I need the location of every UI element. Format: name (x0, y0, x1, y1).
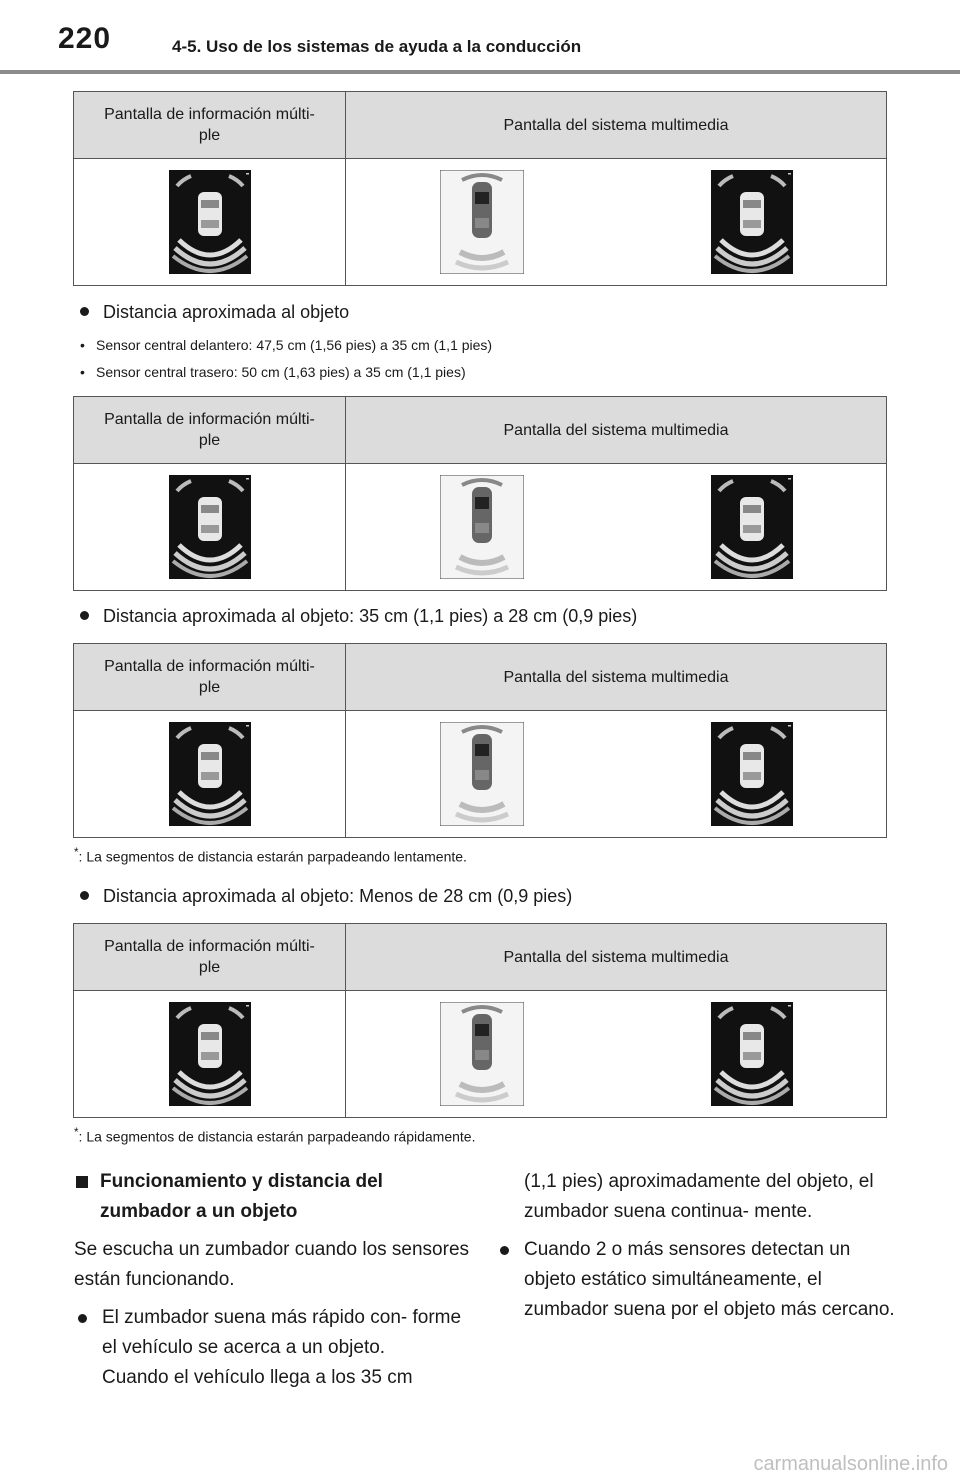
body-right-column (496, 1167, 896, 1325)
multimedia-top-view-image (440, 722, 524, 826)
mid-display-image (169, 170, 251, 274)
bullet-distance-2: Distancia aproximada al objeto: 35 cm (1,1 pies) a 28 cm (0,9 pies) (80, 606, 637, 627)
header-mid: Pantalla de información múlti- ple (74, 644, 346, 711)
watermark: carmanualsonline.info (753, 1453, 948, 1475)
mid-display-image (169, 1002, 251, 1106)
display-table-2 (73, 396, 887, 591)
list-item: El zumbador suena más rápido con- forme el vehículo se acerca a un objeto. Cuando el vehículo llega a los 35 cm (74, 1303, 474, 1393)
sensor-rear-note: • Sensor central trasero: 50 cm (1,63 pies) a 35 cm (1,1 pies) (80, 364, 466, 380)
multimedia-rear-view-image (711, 722, 793, 826)
multimedia-top-view-image (440, 1002, 524, 1106)
sensor-front-note: • Sensor central delantero: 47,5 cm (1,56 pies) a 35 cm (1,1 pies) (80, 337, 493, 353)
page-header (0, 0, 960, 76)
mid-display-image (169, 722, 251, 826)
header-multimedia: Pantalla del sistema multimedia (346, 397, 887, 464)
intro-paragraph: Se escucha un zumbador cuando los sensores están funcionando. (74, 1239, 470, 1290)
subsection-heading: Funcionamiento y distancia del zumbador a un objeto (74, 1167, 474, 1227)
header-mid: Pantalla de información múlti- ple (74, 397, 346, 464)
header-multimedia: Pantalla del sistema multimedia (346, 924, 887, 991)
bullet-distance-1: Distancia aproximada al objeto (80, 302, 349, 323)
bullet-distance-3: Distancia aproximada al objeto: Menos de 28 cm (0,9 pies) (80, 886, 572, 907)
footnote-fast-blink: *: La segmentos de distancia estarán parpadeando rápidamente. (74, 1126, 476, 1145)
multimedia-rear-view-image (711, 1002, 793, 1106)
section-title: 4-5. Uso de los sistemas de ayuda a la conducción (172, 37, 582, 56)
header-mid: Pantalla de información múlti- ple (74, 924, 346, 991)
header-mid: Pantalla de información múlti- ple (74, 92, 346, 159)
header-rule (0, 70, 960, 74)
list-item-continuation: (1,1 pies) aproximadamente del objeto, el zumbador suena continua- mente. (524, 1171, 874, 1222)
multimedia-top-view-image (440, 475, 524, 579)
footnote-slow-blink: *: La segmentos de distancia estarán parpadeando lentamente. (74, 846, 467, 865)
multimedia-top-view-image (440, 170, 524, 274)
multimedia-rear-view-image (711, 475, 793, 579)
display-table-3 (73, 643, 887, 838)
list-item: Cuando 2 o más sensores detectan un objeto estático simultáneamente, el zumbador suena por el objeto más cercano. (496, 1235, 896, 1325)
header-multimedia: Pantalla del sistema multimedia (346, 644, 887, 711)
body-left-column (74, 1167, 474, 1393)
mid-display-image (169, 475, 251, 579)
display-table-4 (73, 923, 887, 1118)
multimedia-rear-view-image (711, 170, 793, 274)
header-multimedia: Pantalla del sistema multimedia (346, 92, 887, 159)
page-number: 220 (58, 22, 112, 55)
display-table-1 (73, 91, 887, 286)
